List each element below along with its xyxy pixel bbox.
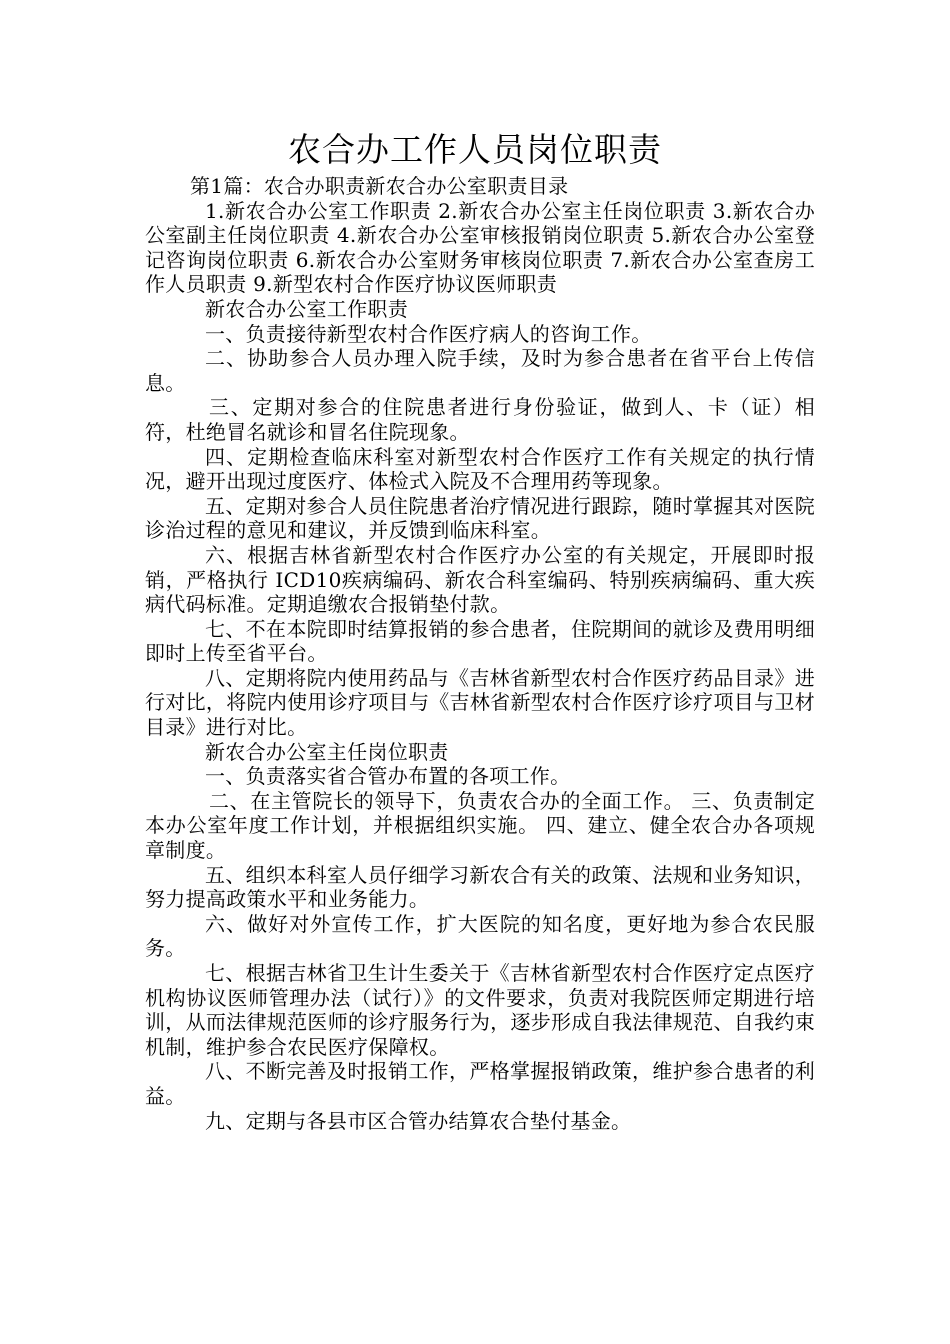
section-heading: 新农合办公室主任岗位职责 — [205, 739, 449, 764]
subtitle: 第1篇：农合办职责新农合办公室职责目录 — [190, 174, 569, 198]
duty-item: 八、不断完善及时报销工作，严格掌握报销政策，维护参合患者的利益。 — [145, 1059, 815, 1108]
duty-item: 七、根据吉林省卫生计生委关于《吉林省新型农村合作医疗定点医疗机构协议医师管理办法（试行）》的文件要求，负责对我院医师定期进行培训，从而法律规范医师的诊疗服务行为，逐步形成自我法律规范、自我约束机制，维护参合农民医疗保障权。 — [145, 961, 815, 1059]
duty-item: 六、根据吉林省新型农村合作医疗办公室的有关规定，开展即时报销，严格执行 ICD10疾病编码、新农合科室编码、特别疾病编码、重大疾病代码标准。定期追缴农合报销垫付款。 — [145, 542, 815, 617]
document-title: 农合办工作人员岗位职责 — [288, 130, 662, 169]
duty-item: 五、组织本科室人员仔细学习新农合有关的政策、法规和业务知识，努力提高政策水平和业务能力。 — [145, 862, 815, 912]
section-heading: 新农合办公室工作职责 — [205, 296, 408, 321]
duty-item: 七、不在本院即时结算报销的参合患者，住院期间的就诊及费用明细即时上传至省平台。 — [145, 616, 815, 666]
document-body — [145, 174, 815, 1133]
duty-item: 一、负责接待新型农村合作医疗病人的咨询工作。 — [205, 321, 652, 346]
duty-item: 八、定期将院内使用药品与《吉林省新型农村合作医疗药品目录》进行对比，将院内使用诊疗项目与《吉林省新型农村合作医疗诊疗项目与卫材目录》进行对比。 — [145, 665, 815, 740]
duty-item: 三、定期对参合的住院患者进行身份验证，做到人、卡（证）相符，杜绝冒名就诊和冒名住院现象。 — [145, 395, 815, 444]
duty-item: 二、在主管院长的领导下，负责农合办的全面工作。 三、负责制定本办公室年度工作计划，并根据组织实施。 四、建立、健全农合办各项规章制度。 — [145, 788, 815, 863]
duty-item: 六、做好对外宣传工作，扩大医院的知名度，更好地为参合农民服务。 — [145, 911, 815, 961]
duty-item: 四、定期检查临床科室对新型农村合作医疗工作有关规定的执行情况，避开出现过度医疗、体检式入院及不合理用药等现象。 — [145, 444, 815, 494]
duty-item: 二、协助参合人员办理入院手续，及时为参合患者在省平台上传信息。 — [145, 346, 815, 395]
duty-item: 五、定期对参合人员住院患者治疗情况进行跟踪，随时掌握其对医院诊治过程的意见和建议，并反馈到临床科室。 — [145, 493, 815, 543]
toc-paragraph: 1.新农合办公室工作职责 2.新农合办公室主任岗位职责 3.新农合办公室副主任岗位职责 4.新农合办公室审核报销岗位职责 5.新农合办公室登记咨询岗位职责 6.新农合办公室财务审核岗位职责 7.新农合办公室查房工作人员职责 9.新型农村合作医疗协议医师职责 — [145, 198, 815, 297]
duty-item: 九、定期与各县市区合管办结算农合垫付基金。 — [205, 1108, 632, 1133]
duty-item: 一、负责落实省合管办布置的各项工作。 — [205, 764, 571, 789]
